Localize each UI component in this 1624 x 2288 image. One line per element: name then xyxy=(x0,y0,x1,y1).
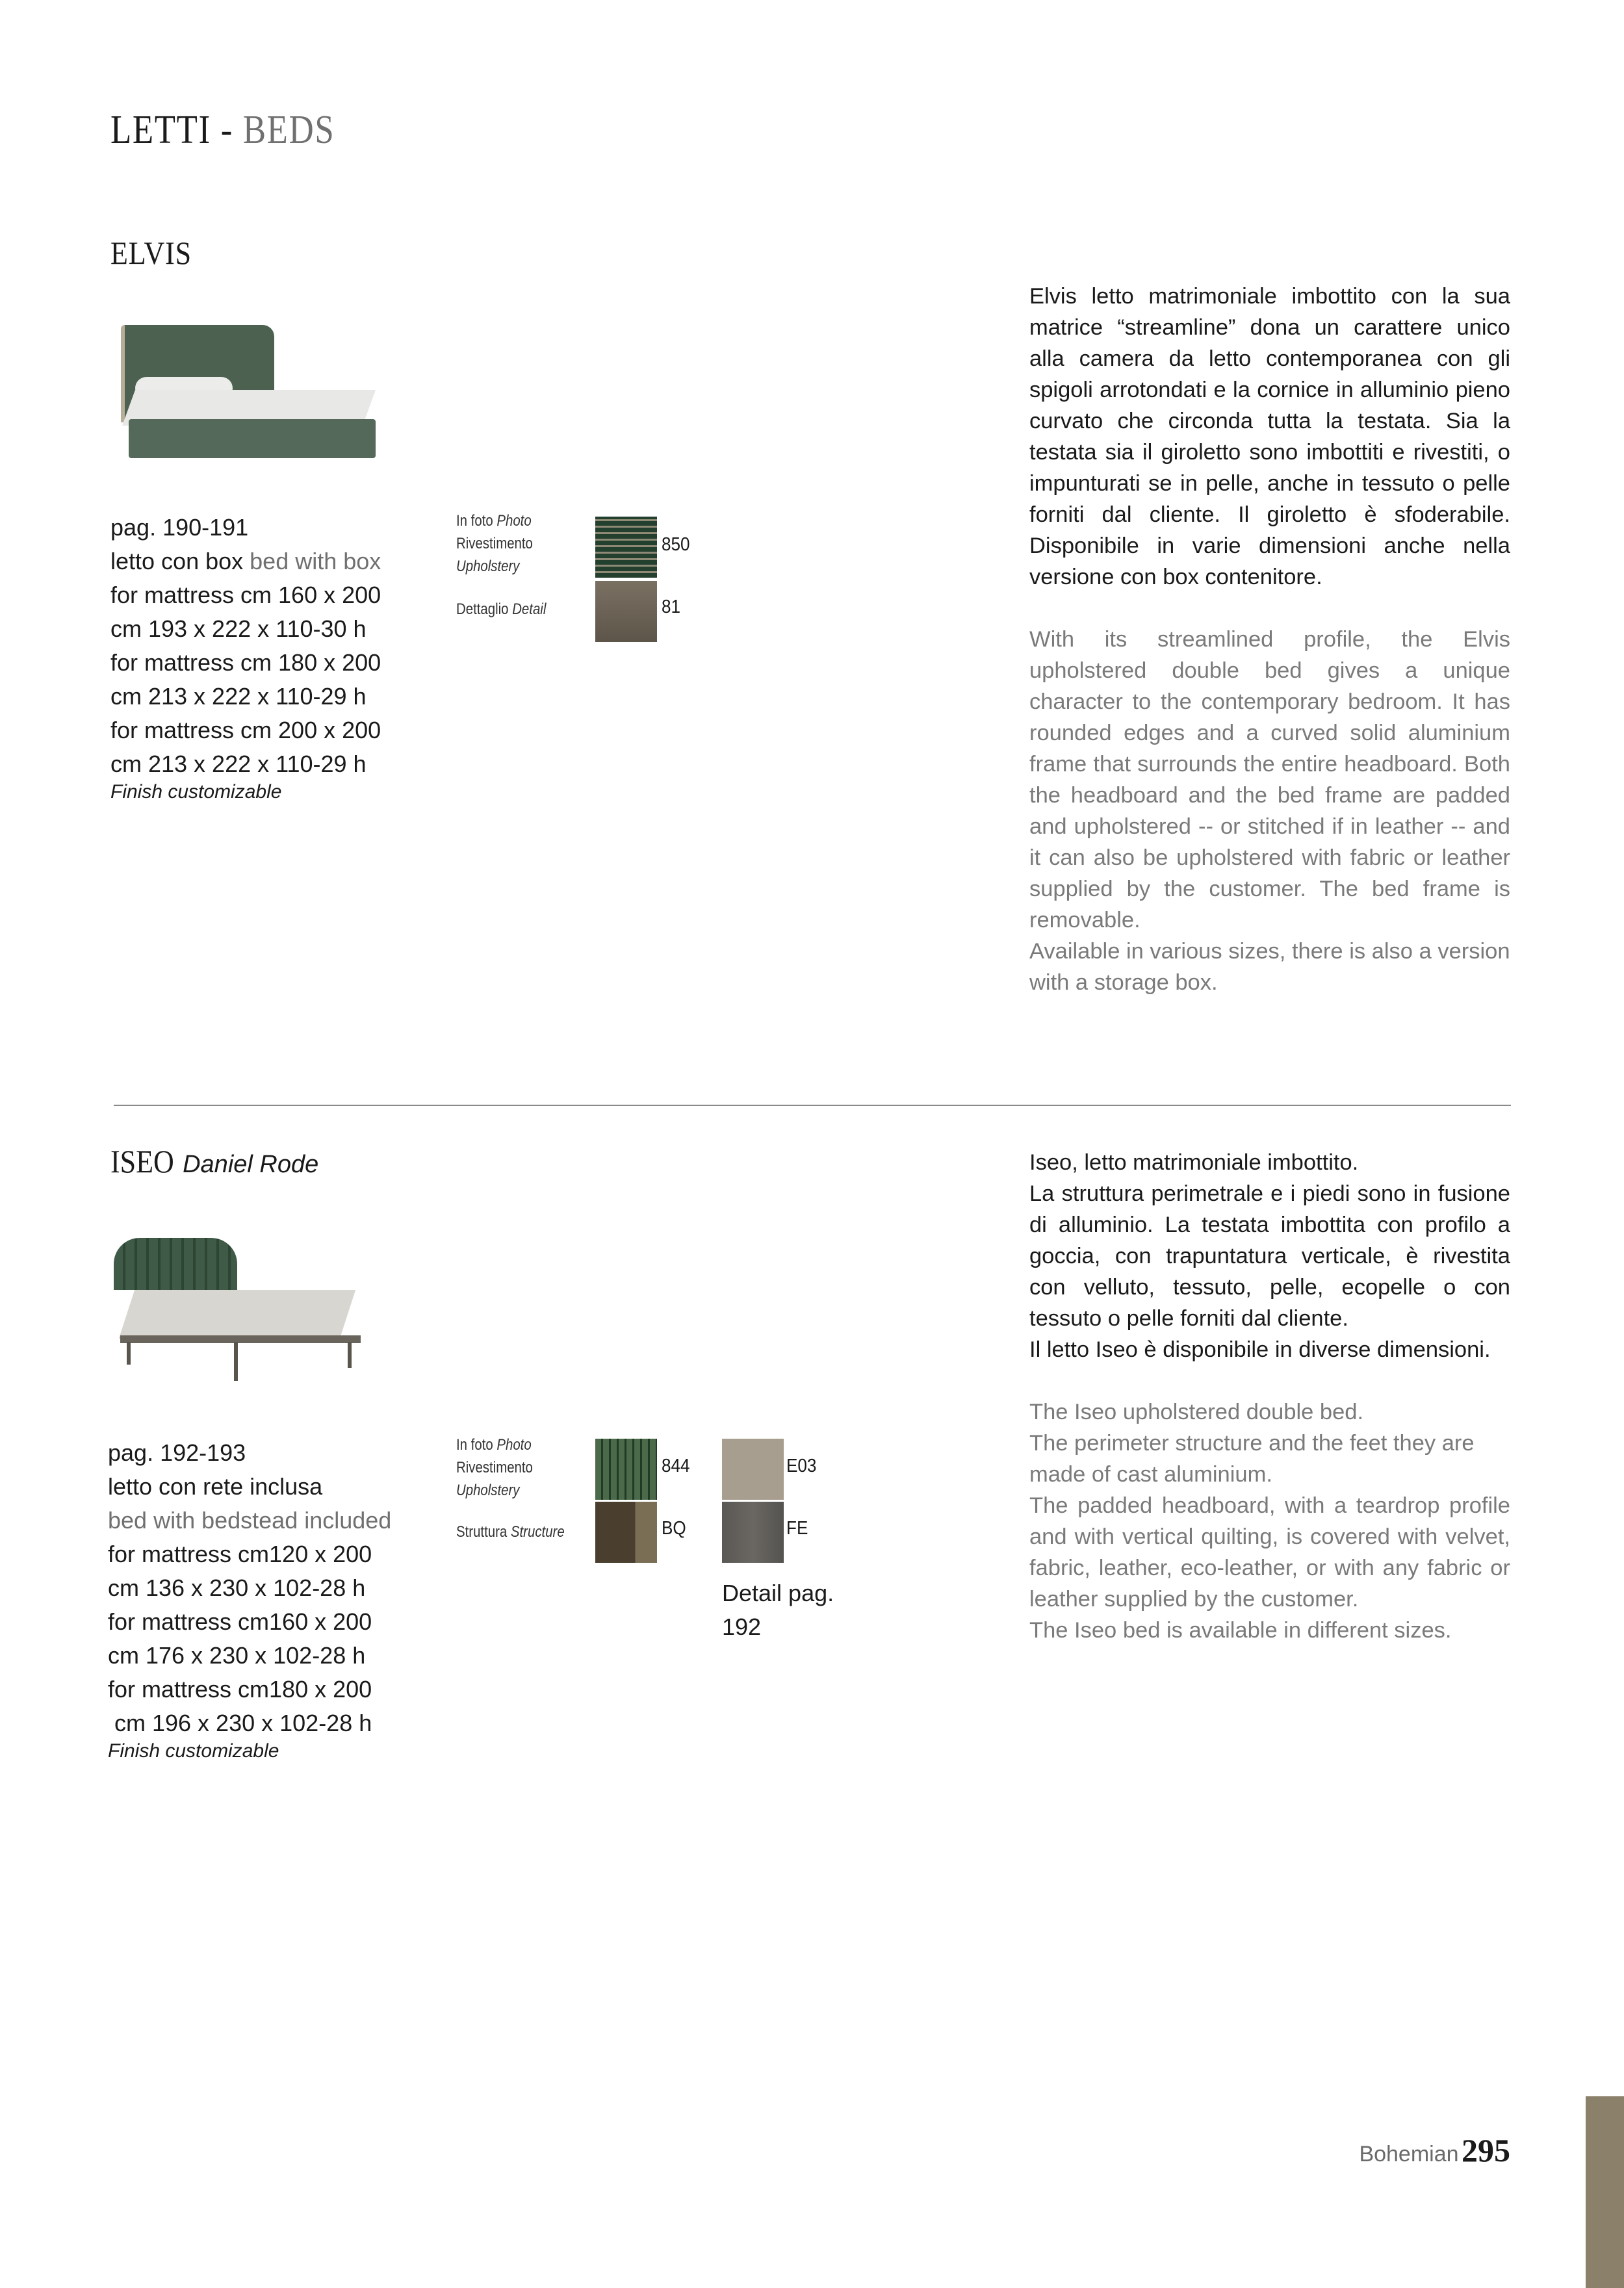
swatch-850 xyxy=(595,517,657,578)
description-it-line: Il letto Iseo è disponibile in diverse dimensioni. xyxy=(1029,1337,1491,1362)
description-en: With its streamlined profile, the Elvis upholstered double bed gives a unique character to the contemporary bedroom. It has rounded edges and a curved solid aluminium frame that surrounds the entire headboard. Both the headboard and the bed frame are padded and upholstered -- or stitched if in leather -- and it can also be upholstered with fabric or leather supplied by the customer. The bed frame is removable. xyxy=(1029,627,1510,932)
iseo-structure-label: Struttura Structure xyxy=(456,1523,565,1541)
bed-type-it: letto con rete inclusa xyxy=(108,1473,323,1500)
size-line: cm 196 x 230 x 102-28 h xyxy=(108,1710,372,1736)
swatch-code: 81 xyxy=(662,597,681,617)
swatch-code: 844 xyxy=(662,1456,690,1476)
page-edge-tab xyxy=(1586,2096,1624,2288)
swatch-fe xyxy=(722,1502,784,1563)
iseo-specs xyxy=(108,1436,391,1762)
title-it: LETTI xyxy=(110,108,211,152)
description-it-line: Iseo, letto matrimoniale imbottito. xyxy=(1029,1150,1359,1175)
description-en-line: The padded headboard, with a teardrop profile and with vertical quilting, is covered with velvet, fabric, leather, eco-leather, or with any fabric or leather supplied by the customer. xyxy=(1029,1493,1510,1612)
iseo-bed-image xyxy=(114,1238,367,1384)
bed-type-en: bed with bedstead included xyxy=(108,1507,392,1534)
designer-name: Daniel Rode xyxy=(183,1151,319,1178)
swatch-code: BQ xyxy=(662,1518,686,1539)
product-name-iseo xyxy=(110,1142,318,1180)
title-separator: - xyxy=(220,108,233,152)
section-divider xyxy=(114,1105,1511,1106)
size-line: cm 213 x 222 x 110-29 h xyxy=(110,751,367,777)
swatch-844 xyxy=(595,1439,657,1500)
swatch-bq xyxy=(595,1502,657,1563)
page-footer xyxy=(1359,2131,1510,2169)
size-line: cm 213 x 222 x 110-29 h xyxy=(110,683,367,710)
elvis-description xyxy=(1029,281,1510,998)
size-line: cm 193 x 222 x 110-30 h xyxy=(110,615,367,642)
size-line: for mattress cm 200 x 200 xyxy=(110,717,381,743)
swatch-e03 xyxy=(722,1439,784,1500)
page-ref: pag. 192-193 xyxy=(108,1439,246,1466)
detail-page-ref: Detail pag. 192 xyxy=(722,1580,834,1640)
description-en-2: Available in various sizes, there is also a version with a storage box. xyxy=(1029,939,1510,995)
product-name: ISEO xyxy=(110,1143,174,1179)
title-en: BEDS xyxy=(242,108,335,152)
description-it-line: La struttura perimetrale e i piedi sono in fusione di alluminio. La testata imbottita con profilo a goccia, con trapuntatura verticale, è rivestita con velluto, tessuto, pelle, ecopelle o con tessuto o pelle forniti dal cliente. xyxy=(1029,1181,1510,1331)
size-line: for mattress cm180 x 200 xyxy=(108,1676,372,1703)
elvis-detail-label: Dettaglio Detail xyxy=(456,600,547,618)
finish-note: Finish customizable xyxy=(110,781,282,803)
size-line: for mattress cm 160 x 200 xyxy=(110,582,381,608)
page-ref: pag. 190-191 xyxy=(110,514,249,541)
description-en-line: The Iseo bed is available in different sizes. xyxy=(1029,1618,1452,1643)
finish-note: Finish customizable xyxy=(108,1740,279,1762)
bed-type: letto con box bed with box xyxy=(110,548,381,574)
product-name-elvis: ELVIS xyxy=(110,235,192,271)
page-title xyxy=(110,107,335,153)
swatch-code: E03 xyxy=(786,1456,817,1476)
size-line: cm 136 x 230 x 102-28 h xyxy=(108,1575,366,1601)
page-number: 295 xyxy=(1462,2132,1510,2168)
elvis-bed-image xyxy=(116,322,389,468)
swatch-code: FE xyxy=(786,1518,808,1539)
iseo-description xyxy=(1029,1147,1510,1646)
elvis-specs xyxy=(110,511,381,803)
description-it: Elvis letto matrimoniale imbottito con la sua matrice “streamline” dona un carattere unico alla camera da letto contemporanea con gli spigoli arrotondati e la cornice in alluminio pieno curvato che circonda tutta la testata. Sia la testata sia il giroletto sono imbottiti e rivestiti, o impunturati se in pelle, anche in tessuto o pelle forniti dal cliente. Il giroletto è sfoderabile. Disponibile in varie dimensioni anche nella versione con box contenitore. xyxy=(1029,284,1510,589)
swatch-code: 850 xyxy=(662,534,690,555)
elvis-upholstery-label: In foto Photo Rivestimento Upholstery xyxy=(456,512,533,575)
description-en-line: The Iseo upholstered double bed. xyxy=(1029,1400,1364,1424)
brand-name: Bohemian xyxy=(1359,2142,1459,2166)
swatch-81 xyxy=(595,581,657,642)
iseo-upholstery-label: In foto Photo Rivestimento Upholstery xyxy=(456,1436,533,1499)
size-line: cm 176 x 230 x 102-28 h xyxy=(108,1642,366,1669)
size-line: for mattress cm120 x 200 xyxy=(108,1541,372,1567)
description-en-line: The perimeter structure and the feet they are made of cast aluminium. xyxy=(1029,1431,1475,1487)
size-line: for mattress cm160 x 200 xyxy=(108,1608,372,1635)
size-line: for mattress cm 180 x 200 xyxy=(110,649,381,676)
